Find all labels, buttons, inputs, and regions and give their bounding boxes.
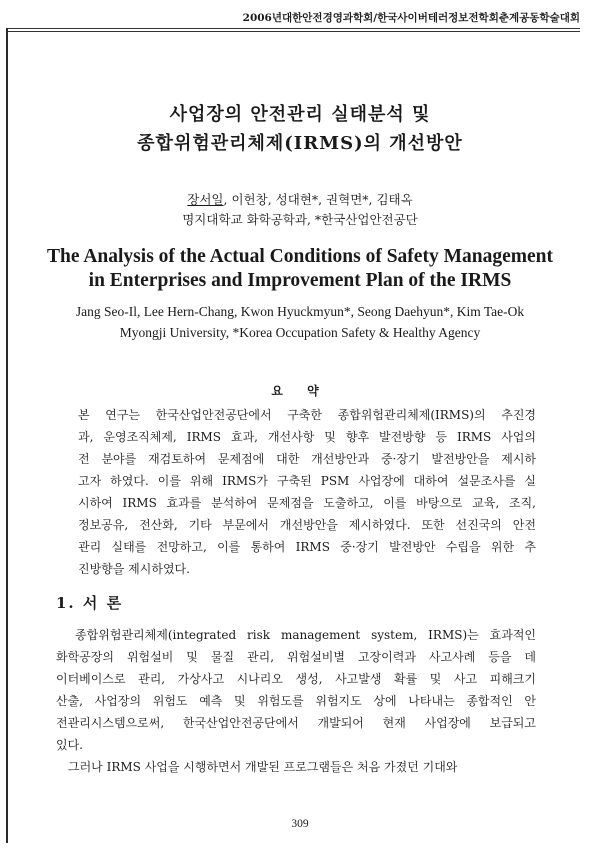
introduction-body <box>56 624 536 778</box>
introduction-line: 종합위험관리체제(integrated risk management system, IRMS)는 효과적인 <box>56 628 536 642</box>
introduction-line: 화학공장의 위험설비 및 물질 관리, 위험설비별 고장이력과 사고사례 등을 데 <box>56 650 536 664</box>
korean-title-line-2: 종합위험관리체제(IRMS)의 개선방안 <box>137 133 463 154</box>
introduction-line: 전관리시스템으로써, 한국산업안전공단에서 개발되어 현재 사업장에 보급되고 <box>56 716 536 730</box>
abstract-line: 관리 실태를 전망하고, 이를 통하여 IRMS 중·장기 발전방안 수립을 위한 추 <box>78 540 536 554</box>
korean-affiliation: 명지대학교 화학공학과, *한국산업안전공단 <box>182 212 418 227</box>
section-heading-introduction: 1. 서 론 <box>56 594 124 612</box>
abstract-line: 고자 하였다. 이를 위해 IRMS가 구축된 PSM 사업장에 대하여 설문조사를 실 <box>78 474 536 488</box>
abstract-line: 시하여 IRMS 효과를 분석하여 문제점을 도출하고, 이를 바탕으로 교육, 조직, <box>78 496 536 510</box>
first-author: 장서일 <box>187 192 224 207</box>
abstract-line: 진방향을 제시하였다. <box>78 562 190 576</box>
header-rule <box>8 28 580 29</box>
header-rule-double <box>8 31 580 32</box>
co-authors: , 이헌창, 성대현*, 권혁면*, 김태옥 <box>223 192 413 207</box>
korean-title-line-1: 사업장의 안전관리 실태분석 및 <box>169 104 431 125</box>
english-title-line-1: The Analysis of the Actual Conditions of Safety Management <box>47 246 553 267</box>
english-title-line-2: in Enterprises and Improvement Plan of the IRMS <box>88 270 512 291</box>
page-number: 309 <box>291 818 309 830</box>
conference-header: 2006년대한안전경영과학회/한국사이버테러정보전학회춘계공동학술대회 <box>242 12 580 24</box>
abstract-line: 본 연구는 한국산업안전공단에서 구축한 종합위험관리체제(IRMS)의 추진경 <box>78 408 536 422</box>
introduction-line: 그러나 IRMS 사업을 시행하면서 개발된 프로그램들은 처음 가졌던 기대와 <box>56 760 458 774</box>
introduction-line: 있다. <box>56 738 83 752</box>
english-affiliation: Myongji University, *Korea Occupation Safety & Healthy Agency <box>119 325 481 340</box>
abstract-body <box>78 404 536 580</box>
abstract-line: 정보공유, 전산화, 기타 부문에서 개선방안을 제시하였다. 또한 선진국의 안전 <box>78 518 536 532</box>
english-authors: Jang Seo-Il, Lee Hern-Chang, Kwon Hyuckmyun*, Seong Daehyun*, Kim Tae-Ok <box>75 304 525 319</box>
abstract-line: 과, 운영조직체제, IRMS 효과, 개선사항 및 향후 발전방향 등 IRMS 사업의 <box>78 430 536 444</box>
abstract-line: 전 분야를 재검토하여 문제점에 대한 개선방안과 중·장기 발전방안을 제시하 <box>78 452 536 466</box>
introduction-line: 이터베이스로 관리, 가상사고 시나리오 생성, 사고발생 확률 및 사고 피해크기 <box>56 672 536 686</box>
korean-authors <box>0 190 600 208</box>
abstract-heading: 요 약 <box>271 384 329 398</box>
introduction-line: 산출, 사업장의 위험도 예측 및 위험도를 위험지도 상에 나타내는 종합적인 안 <box>56 694 536 708</box>
